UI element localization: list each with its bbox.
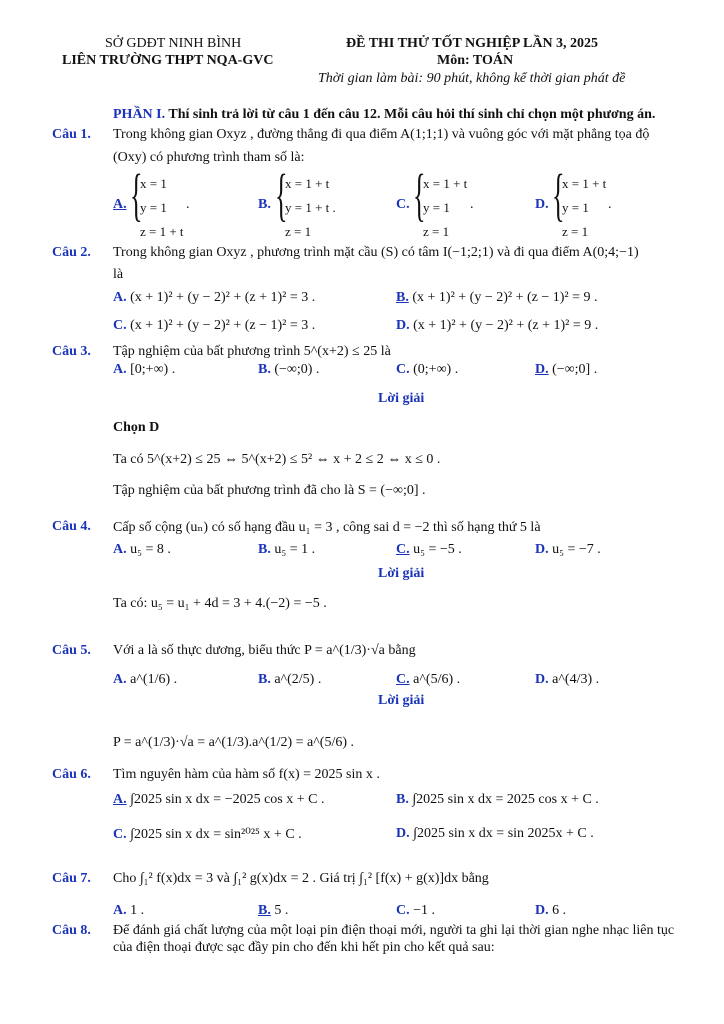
q5-option-d[interactable]	[535, 672, 599, 688]
q3-d-text: (−∞;0] .	[552, 362, 598, 377]
q4-solution-title: Lời giải	[378, 566, 425, 581]
q1-b-line2: y = 1 + t .	[285, 200, 336, 215]
q4-c-key: C.	[396, 542, 410, 557]
q7-d-key: D.	[535, 903, 549, 918]
q4-b-text: u₅ = 1 .	[274, 542, 316, 557]
time-note: Thời gian làm bài: 90 phút, không kể thời gian phát đề	[318, 71, 626, 86]
q3-a-text: [0;+∞) .	[130, 362, 176, 377]
q7-label: Câu 7.	[52, 871, 91, 886]
q1-a-line1: x = 1	[140, 176, 167, 191]
q1-d-line3: z = 1	[562, 224, 589, 239]
q7-option-c[interactable]	[396, 903, 435, 919]
q1-b-line3: z = 1	[285, 224, 312, 239]
part1-heading	[113, 107, 655, 123]
q6-option-d[interactable]	[396, 826, 594, 842]
q8-text-cont: của điện thoại được sạc đầy pin cho đến khi hết pin cho kết quả sau:	[113, 940, 495, 955]
q5-c-text: a^(5/6) .	[413, 672, 461, 687]
q2-a-text: (x + 1)² + (y − 2)² + (z + 1)² = 3 .	[130, 290, 316, 305]
q2-c-key: C.	[113, 318, 127, 333]
part1-instruction: Thí sinh trả lời từ câu 1 đến câu 12. Mỗi câu hỏi thí sinh chỉ chọn một phương án.	[165, 107, 656, 122]
q5-a-key: A.	[113, 672, 127, 687]
q7-b-text: 5 .	[274, 903, 289, 918]
q1-a-line3: z = 1 + t	[140, 224, 184, 239]
q1-b-brace: {	[275, 162, 288, 227]
q2-c-text: (x + 1)² + (y − 2)² + (z − 1)² = 3 .	[130, 318, 316, 333]
q1-option-c[interactable]	[423, 172, 467, 244]
q7-a-text: 1 .	[130, 903, 145, 918]
q2-text-cont: là	[113, 267, 124, 282]
q5-b-key: B.	[258, 672, 271, 687]
q5-text: Với a là số thực dương, biểu thức P = a^(1/3)·√a bằng	[113, 643, 416, 658]
q7-c-text: −1 .	[413, 903, 436, 918]
q1-option-c-key[interactable]: C.	[396, 197, 410, 212]
q2-option-b[interactable]	[396, 290, 598, 306]
q5-c-key: C.	[396, 672, 410, 687]
q3-text: Tập nghiệm của bất phương trình 5^(x+2) ≤ 25 là	[113, 344, 391, 359]
q5-label: Câu 5.	[52, 643, 91, 658]
q6-a-key: A.	[113, 792, 127, 807]
q5-step1: P = a^(1/3)·√a = a^(1/3).a^(1/2) = a^(5/6) .	[113, 735, 355, 750]
q4-option-a[interactable]	[113, 542, 171, 558]
q3-option-b[interactable]	[258, 362, 319, 378]
q2-d-text: (x + 1)² + (y − 2)² + (z + 1)² = 9 .	[413, 318, 599, 333]
q4-d-key: D.	[535, 542, 549, 557]
q3-a-key: A.	[113, 362, 127, 377]
q3-solution-title: Lời giải	[378, 391, 425, 406]
q5-d-text: a^(4/3) .	[552, 672, 600, 687]
q8-label: Câu 8.	[52, 923, 91, 938]
q1-a-end: .	[186, 197, 190, 212]
q3-choose: Chọn D	[113, 420, 160, 435]
q6-b-key: B.	[396, 792, 409, 807]
q6-a-text: ∫2025 sin x dx = −2025 cos x + C .	[130, 792, 325, 807]
q2-label: Câu 2.	[52, 245, 91, 260]
q2-option-d[interactable]	[396, 318, 598, 334]
q3-d-key: D.	[535, 362, 549, 377]
q3-step1: Ta có 5^(x+2) ≤ 25 ⇔ 5^(x+2) ≤ 5² ⇔ x + 2 ≤ 2 ⇔ x ≤ 0 .	[113, 452, 441, 467]
q5-solution-title: Lời giải	[378, 693, 425, 708]
q4-b-key: B.	[258, 542, 271, 557]
q2-option-c[interactable]	[113, 318, 315, 334]
school-name: LIÊN TRƯỜNG THPT NQA-GVC	[62, 53, 274, 68]
q5-option-a[interactable]	[113, 672, 177, 688]
q3-label: Câu 3.	[52, 344, 91, 359]
q7-option-b[interactable]	[258, 903, 288, 919]
q8-text: Để đánh giá chất lượng của một loại pin điện thoại mới, người ta ghi lại thời gian nghe nhạc liên tục	[113, 923, 675, 938]
q3-option-c[interactable]	[396, 362, 458, 378]
part1-title: PHẦN I.	[113, 107, 166, 122]
q4-step1: Ta có: u₅ = u₁ + 4d = 3 + 4.(−2) = −5 .	[113, 596, 327, 611]
q1-text-cont: (Oxy) có phương trình tham số là:	[113, 150, 305, 165]
q1-d-end: .	[608, 197, 612, 212]
q4-a-text: u₅ = 8 .	[130, 542, 171, 557]
q5-a-text: a^(1/6) .	[130, 672, 178, 687]
q7-c-key: C.	[396, 903, 410, 918]
q6-d-key: D.	[396, 826, 410, 841]
q6-d-text: ∫2025 sin x dx = sin 2025x + C .	[413, 826, 594, 841]
q2-b-text: (x + 1)² + (y − 2)² + (z − 1)² = 9 .	[412, 290, 598, 305]
q1-label: Câu 1.	[52, 127, 91, 142]
q1-c-line2: y = 1	[423, 200, 450, 215]
q4-label: Câu 4.	[52, 519, 91, 534]
q4-option-d[interactable]	[535, 542, 601, 558]
q1-d-line2: y = 1	[562, 200, 589, 215]
q7-option-d[interactable]	[535, 903, 566, 919]
dept-name: SỞ GDĐT NINH BÌNH	[105, 36, 242, 51]
q2-text: Trong không gian Oxyz , phương trình mặt cầu (S) có tâm I(−1;2;1) và đi qua điểm A(0;4;−1)	[113, 245, 639, 260]
q3-b-key: B.	[258, 362, 271, 377]
q1-option-d-key[interactable]: D.	[535, 197, 549, 212]
q6-label: Câu 6.	[52, 767, 91, 782]
q1-a-brace: {	[130, 162, 143, 227]
q4-d-text: u₅ = −7 .	[552, 542, 601, 557]
q3-c-text: (0;+∞) .	[413, 362, 459, 377]
q1-text: Trong không gian Oxyz , đường thẳng đi qua điểm A(1;1;1) và vuông góc với mặt phẳng tọa độ	[113, 127, 650, 142]
q2-d-key: D.	[396, 318, 410, 333]
q3-b-text: (−∞;0) .	[274, 362, 320, 377]
q2-b-key: B.	[396, 290, 409, 305]
q6-c-text: ∫2025 sin x dx = sin²⁰²⁵ x + C .	[130, 827, 302, 842]
q1-option-d[interactable]	[562, 172, 606, 244]
q2-option-a[interactable]	[113, 290, 315, 306]
q4-option-c[interactable]	[396, 542, 462, 558]
q6-option-a[interactable]	[113, 792, 324, 808]
q2-a-key: A.	[113, 290, 127, 305]
q5-d-key: D.	[535, 672, 549, 687]
q6-option-b[interactable]	[396, 792, 599, 808]
q3-option-a[interactable]	[113, 362, 175, 378]
q1-d-line1: x = 1 + t	[562, 176, 607, 191]
q1-option-b-key[interactable]: B.	[258, 197, 271, 212]
q4-a-key: A.	[113, 542, 127, 557]
q6-c-key: C.	[113, 827, 127, 842]
q7-text: Cho ∫₁² f(x)dx = 3 và ∫₁² g(x)dx = 2 . Giá trị ∫₁² [f(x) + g(x)]dx bằng	[113, 871, 489, 886]
q4-option-b[interactable]	[258, 542, 315, 558]
exam-title: ĐỀ THI THỬ TỐT NGHIỆP LẦN 3, 2025	[346, 36, 599, 51]
q4-text: Cấp số cộng (uₙ) có số hạng đầu u₁ = 3 , công sai d = −2 thì số hạng thứ 5 là	[113, 520, 541, 535]
q5-option-b[interactable]	[258, 672, 321, 688]
q1-a-line2: y = 1	[140, 200, 167, 215]
q1-option-a-key[interactable]: A.	[113, 197, 127, 212]
q3-option-d[interactable]	[535, 362, 597, 378]
q1-c-end: .	[470, 197, 474, 212]
q1-c-line1: x = 1 + t	[423, 176, 468, 191]
q3-c-key: C.	[396, 362, 410, 377]
q1-c-brace: {	[413, 162, 426, 227]
q1-b-line1: x = 1 + t	[285, 176, 330, 191]
q7-d-text: 6 .	[552, 903, 567, 918]
q1-option-b[interactable]	[285, 172, 336, 244]
q6-option-c[interactable]	[113, 826, 302, 843]
q1-d-brace: {	[552, 162, 565, 227]
q4-c-text: u₅ = −5 .	[413, 542, 462, 557]
q5-option-c[interactable]	[396, 672, 460, 688]
q6-text: Tìm nguyên hàm của hàm số f(x) = 2025 sin x .	[113, 767, 380, 782]
q7-a-key: A.	[113, 903, 127, 918]
q7-b-key: B.	[258, 903, 271, 918]
q6-b-text: ∫2025 sin x dx = 2025 cos x + C .	[412, 792, 599, 807]
q1-c-line3: z = 1	[423, 224, 450, 239]
q5-b-text: a^(2/5) .	[274, 672, 322, 687]
subject: Môn: TOÁN	[437, 53, 514, 68]
q7-option-a[interactable]	[113, 903, 144, 919]
q1-option-a[interactable]	[140, 172, 184, 244]
q3-step2: Tập nghiệm của bất phương trình đã cho là S = (−∞;0] .	[113, 483, 426, 498]
